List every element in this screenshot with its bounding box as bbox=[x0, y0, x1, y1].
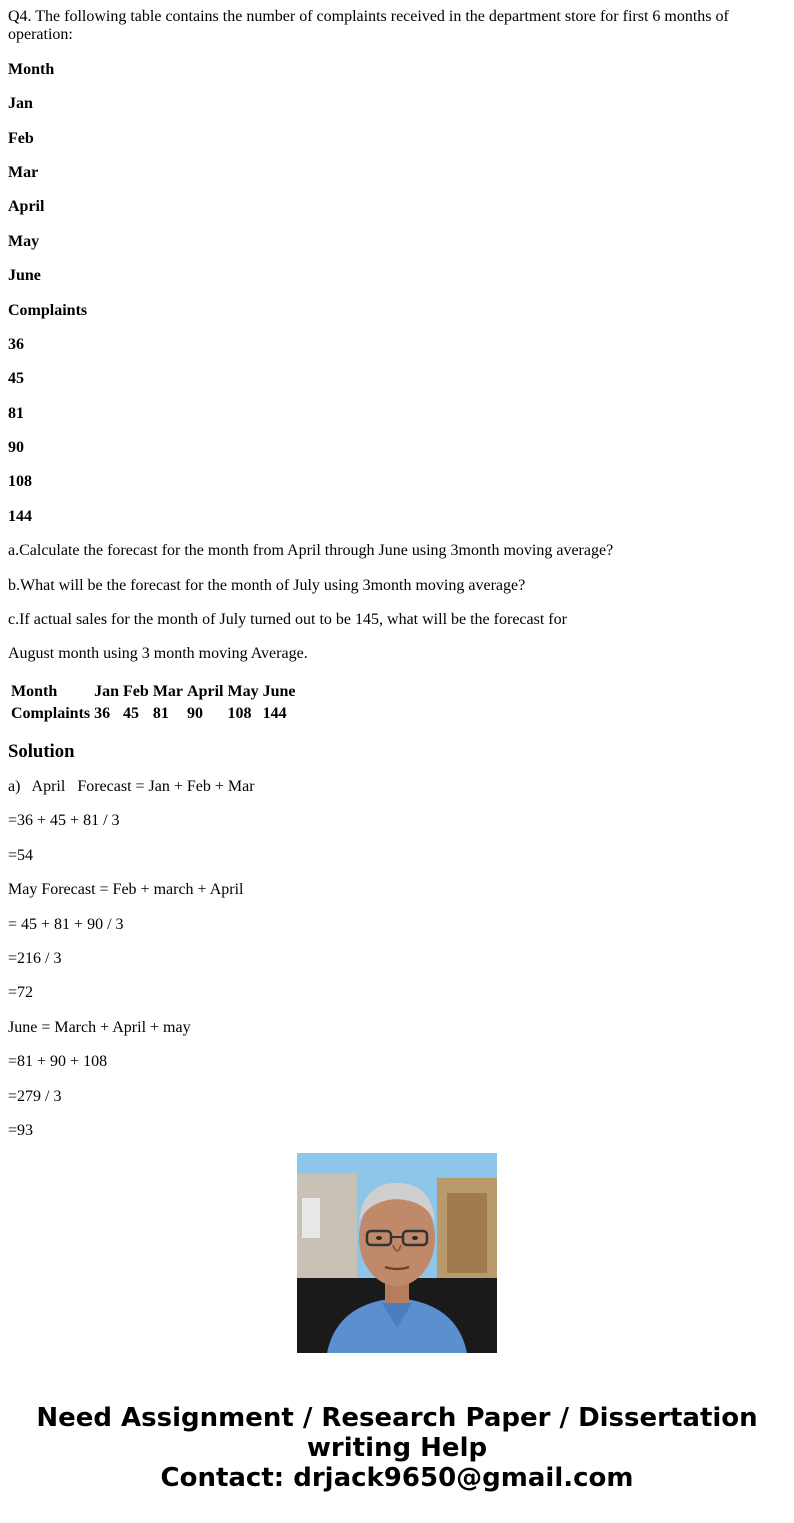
question-part-c-continued: August month using 3 month moving Average. bbox=[8, 645, 308, 663]
solution-line: May Forecast = Feb + march + April bbox=[8, 881, 244, 899]
month-item: Mar bbox=[8, 163, 39, 181]
avatar bbox=[297, 1153, 497, 1353]
table-cell: June bbox=[262, 682, 296, 700]
footer-banner bbox=[0, 1403, 794, 1493]
table-cell: Jan bbox=[94, 682, 120, 700]
question-text: Q4. The following table contains the number of complaints received in the department store for first 6 months of operation: bbox=[8, 8, 729, 44]
question-part-b: b.What will be the forecast for the month of July using 3month moving average? bbox=[8, 576, 526, 594]
solution-line: =279 / 3 bbox=[8, 1087, 62, 1105]
solution-heading: Solution bbox=[8, 740, 75, 762]
table-cell: 90 bbox=[187, 705, 204, 723]
month-item: May bbox=[8, 232, 40, 250]
month-header: Month bbox=[8, 60, 55, 78]
table-cell: Mar bbox=[152, 682, 184, 700]
complaints-item: 45 bbox=[8, 370, 24, 388]
complaints-item: 144 bbox=[8, 507, 32, 525]
document-body bbox=[8, 8, 784, 1139]
solution-line: a) April Forecast = Jan + Feb + Mar bbox=[8, 778, 255, 796]
question-part-a: a.Calculate the forecast for the month from April through June using 3month moving average? bbox=[8, 542, 614, 560]
complaints-item: 36 bbox=[8, 335, 24, 353]
complaints-item: 90 bbox=[8, 439, 24, 457]
month-item: Feb bbox=[8, 129, 34, 147]
table-row bbox=[10, 682, 296, 702]
month-item: April bbox=[8, 198, 45, 216]
complaints-table bbox=[8, 680, 298, 727]
complaints-item: 108 bbox=[8, 473, 32, 491]
footer-line: Need Assignment / Research Paper / Dissertation bbox=[36, 1403, 758, 1433]
solution-line: =81 + 90 + 108 bbox=[8, 1053, 108, 1071]
complaints-item: 81 bbox=[8, 404, 24, 422]
footer-line: writing Help bbox=[306, 1433, 488, 1463]
table-cell: 81 bbox=[152, 705, 169, 723]
portrait-photo bbox=[297, 1153, 497, 1353]
solution-line: =72 bbox=[8, 984, 34, 1002]
table-row bbox=[10, 704, 296, 724]
table-cell: 108 bbox=[227, 705, 252, 723]
table-cell: Feb bbox=[123, 682, 149, 700]
solution-line: =93 bbox=[8, 1122, 34, 1139]
question-part-c: c.If actual sales for the month of July turned out to be 145, what will be the forecast for bbox=[8, 611, 567, 629]
footer-contact: Contact: drjack9650@gmail.com bbox=[160, 1463, 634, 1493]
solution-line: =54 bbox=[8, 846, 34, 864]
table-cell: 36 bbox=[94, 705, 111, 723]
table-cell: Complaints bbox=[11, 705, 91, 723]
table-cell: May bbox=[227, 682, 259, 700]
table-cell: April bbox=[187, 682, 224, 700]
month-item: June bbox=[8, 267, 41, 285]
complaints-header: Complaints bbox=[8, 301, 88, 319]
table-cell: 144 bbox=[262, 705, 287, 723]
solution-line: June = March + April + may bbox=[8, 1018, 191, 1036]
month-item: Jan bbox=[8, 95, 33, 113]
table-cell: 45 bbox=[123, 705, 140, 723]
solution-line: =216 / 3 bbox=[8, 950, 62, 968]
solution-line: =36 + 45 + 81 / 3 bbox=[8, 812, 120, 830]
table-cell: Month bbox=[11, 682, 58, 700]
solution-line: = 45 + 81 + 90 / 3 bbox=[8, 915, 124, 933]
